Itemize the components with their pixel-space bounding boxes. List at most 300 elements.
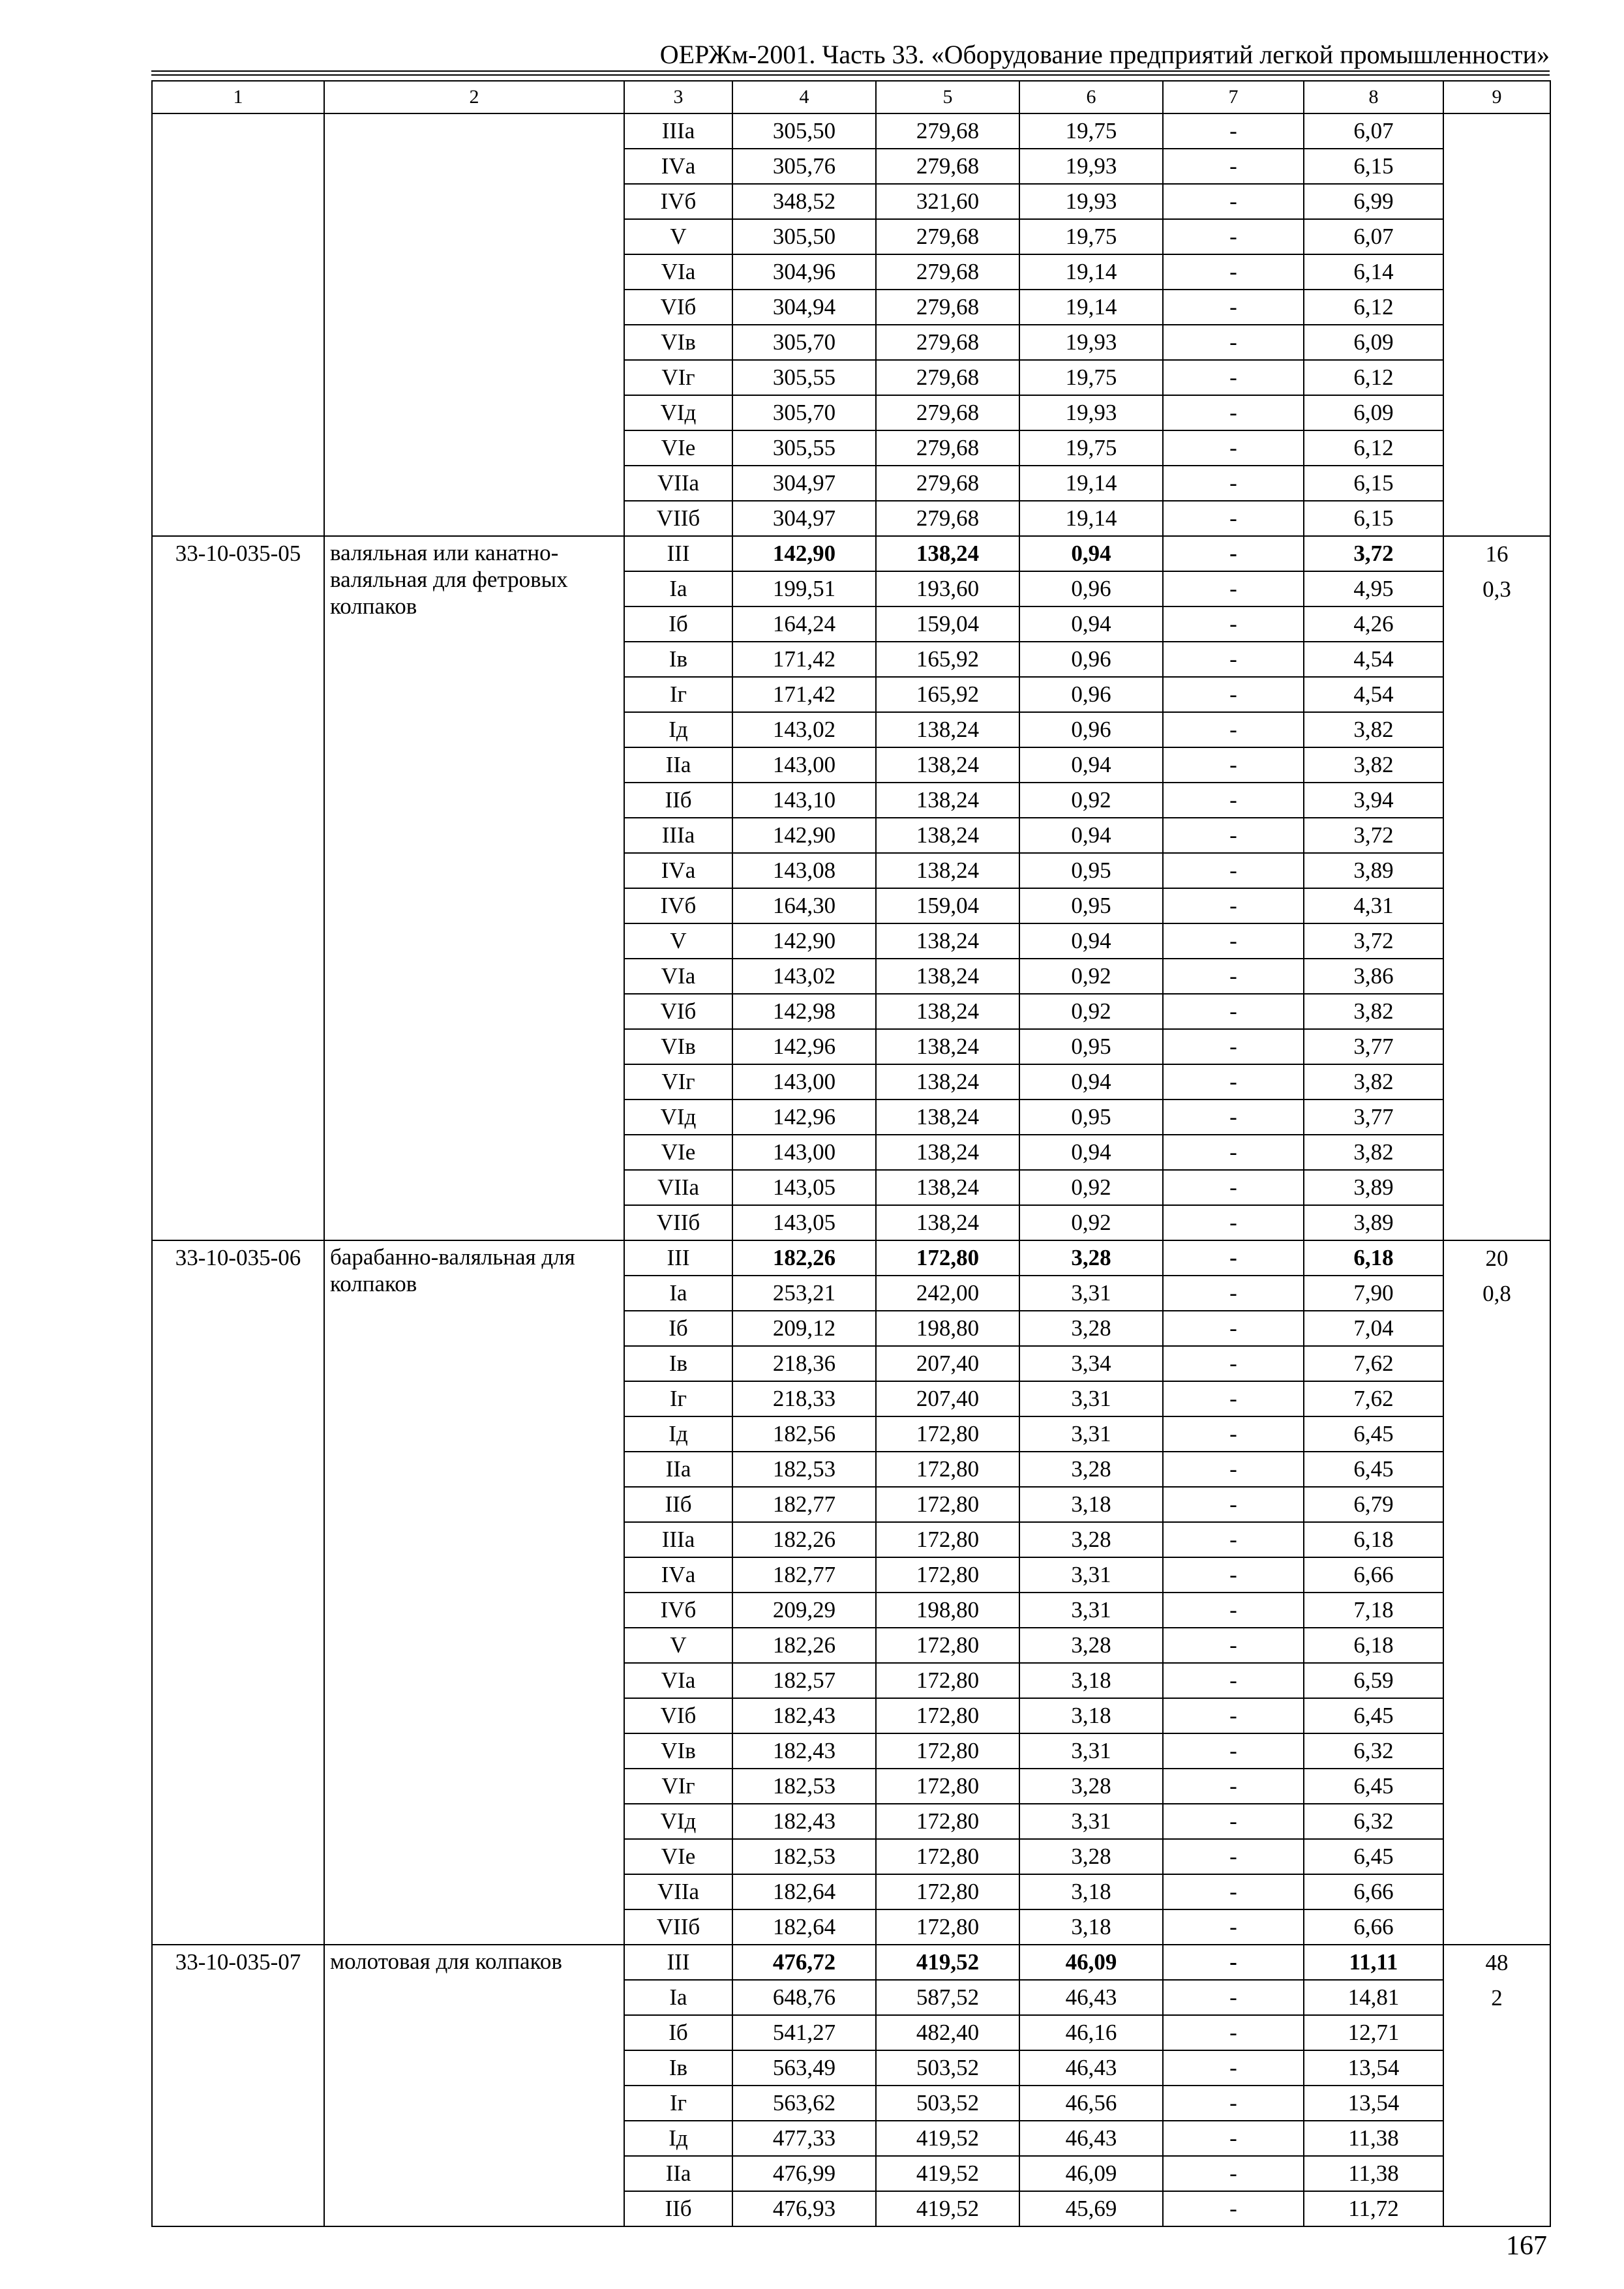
price-zone-cell: Iг <box>624 1381 732 1416</box>
value-cell: 279,68 <box>876 430 1019 466</box>
value-cell: - <box>1163 783 1304 818</box>
code-cell-continued <box>152 113 324 536</box>
value-cell: - <box>1163 1945 1304 1980</box>
price-zone-cell: VIIб <box>624 1909 732 1945</box>
value-cell: 3,28 <box>1019 1522 1163 1557</box>
value-cell: 6,18 <box>1304 1240 1443 1276</box>
value-cell: - <box>1163 1416 1304 1452</box>
value-cell: 4,95 <box>1304 571 1443 606</box>
value-cell: 6,18 <box>1304 1628 1443 1663</box>
price-zone-cell: IIIа <box>624 113 732 149</box>
price-zone-cell: Iа <box>624 1980 732 2015</box>
value-cell: 143,05 <box>732 1205 876 1240</box>
value-cell: 7,62 <box>1304 1346 1443 1381</box>
value-cell: 3,72 <box>1304 818 1443 853</box>
value-cell: 3,31 <box>1019 1276 1163 1311</box>
value-cell: 46,43 <box>1019 2121 1163 2156</box>
price-zone-cell: IIа <box>624 747 732 783</box>
value-cell: 6,18 <box>1304 1522 1443 1557</box>
value-cell: 419,52 <box>876 1945 1019 1980</box>
value-cell: 3,31 <box>1019 1416 1163 1452</box>
value-cell: 305,76 <box>732 149 876 184</box>
price-zone-cell: Iв <box>624 1346 732 1381</box>
value-cell: 11,11 <box>1304 1945 1443 1980</box>
value-cell: 182,53 <box>732 1839 876 1874</box>
value-cell: 13,54 <box>1304 2050 1443 2086</box>
value-cell: 279,68 <box>876 254 1019 290</box>
value-cell: - <box>1163 888 1304 923</box>
price-zone-cell: VIIб <box>624 1205 732 1240</box>
column-number: 3 <box>624 81 732 113</box>
value-cell: 138,24 <box>876 1064 1019 1100</box>
value-cell: - <box>1163 2191 1304 2226</box>
value-cell: 6,66 <box>1304 1909 1443 1945</box>
value-cell: 182,77 <box>732 1557 876 1593</box>
value-cell: - <box>1163 1804 1304 1839</box>
value-cell: 138,24 <box>876 1205 1019 1240</box>
value-cell: - <box>1163 2121 1304 2156</box>
price-zone-cell: IVб <box>624 184 732 219</box>
price-zone-cell: V <box>624 1628 732 1663</box>
price-zone-cell: III <box>624 536 732 571</box>
column-number: 6 <box>1019 81 1163 113</box>
value-cell: 321,60 <box>876 184 1019 219</box>
price-zone-cell: III <box>624 1240 732 1276</box>
value-cell: 138,24 <box>876 712 1019 747</box>
value-cell: 0,94 <box>1019 1064 1163 1100</box>
value-cell: 182,43 <box>732 1804 876 1839</box>
value-cell: 3,31 <box>1019 1381 1163 1416</box>
price-zone-cell: VIIб <box>624 501 732 536</box>
column-9-cell <box>1443 1240 1550 1945</box>
value-cell: 164,24 <box>732 606 876 642</box>
value-cell: 304,97 <box>732 466 876 501</box>
table-row <box>152 1945 1550 1980</box>
value-cell: 0,92 <box>1019 783 1163 818</box>
value-cell: - <box>1163 747 1304 783</box>
value-cell: 199,51 <box>732 571 876 606</box>
value-cell: 172,80 <box>876 1769 1019 1804</box>
price-zone-cell: VIг <box>624 360 732 395</box>
value-cell: 6,45 <box>1304 1698 1443 1733</box>
value-cell: 182,43 <box>732 1698 876 1733</box>
table-body <box>152 113 1550 2226</box>
price-zone-cell: VIд <box>624 1100 732 1135</box>
value-cell: 46,56 <box>1019 2086 1163 2121</box>
value-cell: - <box>1163 501 1304 536</box>
price-zone-cell: Iд <box>624 2121 732 2156</box>
value-cell: 419,52 <box>876 2156 1019 2191</box>
value-cell: 563,49 <box>732 2050 876 2086</box>
value-cell: - <box>1163 360 1304 395</box>
value-cell: 3,89 <box>1304 1170 1443 1205</box>
header-rule-double <box>151 74 1550 76</box>
value-cell: 476,72 <box>732 1945 876 1980</box>
value-cell: - <box>1163 1205 1304 1240</box>
value-cell: 143,05 <box>732 1170 876 1205</box>
value-cell: 6,15 <box>1304 466 1443 501</box>
value-cell: 419,52 <box>876 2121 1019 2156</box>
value-cell: 3,28 <box>1019 1628 1163 1663</box>
value-cell: 0,94 <box>1019 747 1163 783</box>
price-zone-cell: Iб <box>624 1311 732 1346</box>
value-cell: - <box>1163 571 1304 606</box>
price-zone-cell: VIа <box>624 1663 732 1698</box>
price-zone-cell: IVа <box>624 853 732 888</box>
value-cell: 19,75 <box>1019 219 1163 254</box>
column-number: 1 <box>152 81 324 113</box>
value-cell: - <box>1163 1733 1304 1769</box>
value-cell: - <box>1163 1029 1304 1064</box>
value-cell: - <box>1163 818 1304 853</box>
value-cell: - <box>1163 923 1304 959</box>
value-cell: 6,59 <box>1304 1663 1443 1698</box>
value-cell: - <box>1163 466 1304 501</box>
value-cell: 482,40 <box>876 2015 1019 2050</box>
value-cell: 4,54 <box>1304 642 1443 677</box>
value-cell: 11,72 <box>1304 2191 1443 2226</box>
value-cell: 14,81 <box>1304 1980 1443 2015</box>
value-cell: 142,98 <box>732 994 876 1029</box>
value-cell: - <box>1163 1135 1304 1170</box>
value-cell: 143,00 <box>732 1135 876 1170</box>
value-cell: 182,64 <box>732 1909 876 1945</box>
column-number: 4 <box>732 81 876 113</box>
value-cell: 172,80 <box>876 1698 1019 1733</box>
price-zone-cell: VIв <box>624 1733 732 1769</box>
value-cell: 3,31 <box>1019 1804 1163 1839</box>
value-cell: 207,40 <box>876 1346 1019 1381</box>
value-cell: 0,94 <box>1019 536 1163 571</box>
value-cell: 19,75 <box>1019 360 1163 395</box>
column-9-value: 0,3 <box>1482 576 1511 602</box>
value-cell: 3,82 <box>1304 1064 1443 1100</box>
value-cell: 182,53 <box>732 1769 876 1804</box>
price-zone-cell: Iб <box>624 606 732 642</box>
value-cell: - <box>1163 1240 1304 1276</box>
value-cell: 138,24 <box>876 536 1019 571</box>
value-cell: 0,96 <box>1019 677 1163 712</box>
value-cell: 6,45 <box>1304 1416 1443 1452</box>
value-cell: 19,93 <box>1019 325 1163 360</box>
value-cell: 142,96 <box>732 1100 876 1135</box>
value-cell: 19,75 <box>1019 113 1163 149</box>
value-cell: 0,96 <box>1019 571 1163 606</box>
table-row <box>152 536 1550 571</box>
value-cell: - <box>1163 1628 1304 1663</box>
value-cell: - <box>1163 1874 1304 1909</box>
value-cell: 218,36 <box>732 1346 876 1381</box>
price-zone-cell: Iг <box>624 677 732 712</box>
value-cell: 279,68 <box>876 149 1019 184</box>
value-cell: 3,31 <box>1019 1557 1163 1593</box>
value-cell: 142,96 <box>732 1029 876 1064</box>
value-cell: - <box>1163 1311 1304 1346</box>
price-zone-cell: VIIа <box>624 466 732 501</box>
value-cell: 305,70 <box>732 395 876 430</box>
value-cell: 0,95 <box>1019 853 1163 888</box>
value-cell: 3,31 <box>1019 1593 1163 1628</box>
value-cell: 12,71 <box>1304 2015 1443 2050</box>
value-cell: 3,86 <box>1304 959 1443 994</box>
value-cell: 138,24 <box>876 747 1019 783</box>
price-zone-cell: IIб <box>624 1487 732 1522</box>
value-cell: 165,92 <box>876 677 1019 712</box>
value-cell: - <box>1163 113 1304 149</box>
value-cell: 193,60 <box>876 571 1019 606</box>
value-cell: 0,95 <box>1019 1029 1163 1064</box>
value-cell: - <box>1163 677 1304 712</box>
value-cell: 182,26 <box>732 1628 876 1663</box>
equipment-name: барабанно-валяльная для колпаков <box>324 1240 624 1945</box>
page-header-title: ОЕРЖм-2001. Часть 33. «Оборудование предприятий легкой промышленности» <box>659 40 1550 69</box>
value-cell: 138,24 <box>876 1100 1019 1135</box>
table-row <box>152 113 1550 149</box>
value-cell: 142,90 <box>732 923 876 959</box>
value-cell: 143,10 <box>732 783 876 818</box>
value-cell: 279,68 <box>876 219 1019 254</box>
value-cell: 198,80 <box>876 1311 1019 1346</box>
value-cell: 3,34 <box>1019 1346 1163 1381</box>
value-cell: - <box>1163 1909 1304 1945</box>
value-cell: 143,08 <box>732 853 876 888</box>
value-cell: 19,14 <box>1019 466 1163 501</box>
price-zone-cell: Iв <box>624 2050 732 2086</box>
price-zone-cell: VIд <box>624 1804 732 1839</box>
value-cell: 182,43 <box>732 1733 876 1769</box>
value-cell: 209,29 <box>732 1593 876 1628</box>
value-cell: - <box>1163 959 1304 994</box>
value-cell: 46,09 <box>1019 1945 1163 1980</box>
value-cell: - <box>1163 1064 1304 1100</box>
value-cell: 138,24 <box>876 783 1019 818</box>
value-cell: - <box>1163 1100 1304 1135</box>
value-cell: 3,28 <box>1019 1311 1163 1346</box>
value-cell: 19,93 <box>1019 184 1163 219</box>
price-zone-cell: VIг <box>624 1769 732 1804</box>
value-cell: 305,70 <box>732 325 876 360</box>
table-row <box>152 1240 1550 1276</box>
value-cell: 182,77 <box>732 1487 876 1522</box>
value-cell: 3,18 <box>1019 1487 1163 1522</box>
value-cell: 172,80 <box>876 1663 1019 1698</box>
value-cell: 648,76 <box>732 1980 876 2015</box>
column-number: 2 <box>324 81 624 113</box>
value-cell: 182,64 <box>732 1874 876 1909</box>
price-zone-cell: VIв <box>624 1029 732 1064</box>
value-cell: 279,68 <box>876 325 1019 360</box>
price-zone-cell: VIIа <box>624 1874 732 1909</box>
value-cell: - <box>1163 325 1304 360</box>
column-9-value: 0,8 <box>1482 1281 1511 1306</box>
value-cell: 6,66 <box>1304 1874 1443 1909</box>
price-zone-cell: VIе <box>624 1135 732 1170</box>
value-cell: 46,43 <box>1019 1980 1163 2015</box>
value-cell: 541,27 <box>732 2015 876 2050</box>
value-cell: - <box>1163 642 1304 677</box>
value-cell: - <box>1163 430 1304 466</box>
value-cell: 3,28 <box>1019 1839 1163 1874</box>
price-zone-cell: V <box>624 219 732 254</box>
value-cell: 3,82 <box>1304 994 1443 1029</box>
value-cell: 172,80 <box>876 1628 1019 1663</box>
value-cell: 172,80 <box>876 1874 1019 1909</box>
value-cell: 6,45 <box>1304 1769 1443 1804</box>
value-cell: 0,96 <box>1019 642 1163 677</box>
value-cell: 11,38 <box>1304 2156 1443 2191</box>
value-cell: 304,94 <box>732 290 876 325</box>
value-cell: 6,07 <box>1304 113 1443 149</box>
value-cell: 19,93 <box>1019 395 1163 430</box>
value-cell: 182,57 <box>732 1663 876 1698</box>
value-cell: 3,89 <box>1304 1205 1443 1240</box>
value-cell: 19,14 <box>1019 501 1163 536</box>
value-cell: 305,50 <box>732 219 876 254</box>
value-cell: 0,92 <box>1019 959 1163 994</box>
rates-table <box>151 80 1551 2227</box>
value-cell: - <box>1163 1769 1304 1804</box>
value-cell: 3,18 <box>1019 1909 1163 1945</box>
value-cell: - <box>1163 184 1304 219</box>
value-cell: 0,95 <box>1019 888 1163 923</box>
value-cell: 143,02 <box>732 712 876 747</box>
value-cell: 6,45 <box>1304 1452 1443 1487</box>
value-cell: - <box>1163 1839 1304 1874</box>
value-cell: 253,21 <box>732 1276 876 1311</box>
value-cell: 3,94 <box>1304 783 1443 818</box>
price-zone-cell: VIг <box>624 1064 732 1100</box>
value-cell: 348,52 <box>732 184 876 219</box>
value-cell: 207,40 <box>876 1381 1019 1416</box>
value-cell: 3,28 <box>1019 1452 1163 1487</box>
column-9-value: 20 <box>1485 1246 1509 1271</box>
value-cell: 279,68 <box>876 395 1019 430</box>
header-rule <box>151 70 1550 72</box>
price-zone-cell: Iб <box>624 2015 732 2050</box>
value-cell: 7,62 <box>1304 1381 1443 1416</box>
price-zone-cell: IVа <box>624 149 732 184</box>
value-cell: 6,32 <box>1304 1733 1443 1769</box>
value-cell: 172,80 <box>876 1909 1019 1945</box>
position-code: 33-10-035-06 <box>152 1240 324 1945</box>
value-cell: 6,12 <box>1304 430 1443 466</box>
value-cell: 6,79 <box>1304 1487 1443 1522</box>
value-cell: 143,02 <box>732 959 876 994</box>
price-zone-cell: Iд <box>624 1416 732 1452</box>
value-cell: - <box>1163 1381 1304 1416</box>
value-cell: 0,95 <box>1019 1100 1163 1135</box>
price-zone-cell: Iа <box>624 571 732 606</box>
value-cell: 46,09 <box>1019 2156 1163 2191</box>
value-cell: 143,00 <box>732 1064 876 1100</box>
value-cell: - <box>1163 290 1304 325</box>
value-cell: 7,04 <box>1304 1311 1443 1346</box>
price-zone-cell: IVб <box>624 888 732 923</box>
price-zone-cell: VIIа <box>624 1170 732 1205</box>
value-cell: 182,26 <box>732 1240 876 1276</box>
value-cell: - <box>1163 853 1304 888</box>
value-cell: 0,92 <box>1019 1170 1163 1205</box>
value-cell: 172,80 <box>876 1487 1019 1522</box>
value-cell: - <box>1163 1346 1304 1381</box>
value-cell: 172,80 <box>876 1804 1019 1839</box>
value-cell: 6,66 <box>1304 1557 1443 1593</box>
value-cell: 172,80 <box>876 1240 1019 1276</box>
value-cell: 0,94 <box>1019 1135 1163 1170</box>
value-cell: 503,52 <box>876 2050 1019 2086</box>
price-zone-cell: VIа <box>624 959 732 994</box>
value-cell: 0,94 <box>1019 923 1163 959</box>
value-cell: 138,24 <box>876 818 1019 853</box>
value-cell: 6,14 <box>1304 254 1443 290</box>
value-cell: 503,52 <box>876 2086 1019 2121</box>
value-cell: 3,77 <box>1304 1029 1443 1064</box>
value-cell: 6,99 <box>1304 184 1443 219</box>
price-zone-cell: Iг <box>624 2086 732 2121</box>
value-cell: 138,24 <box>876 994 1019 1029</box>
value-cell: 19,14 <box>1019 254 1163 290</box>
value-cell: 3,18 <box>1019 1698 1163 1733</box>
value-cell: 4,26 <box>1304 606 1443 642</box>
value-cell: - <box>1163 1557 1304 1593</box>
price-zone-cell: IIа <box>624 1452 732 1487</box>
value-cell: 172,80 <box>876 1557 1019 1593</box>
value-cell: 305,55 <box>732 430 876 466</box>
value-cell: 279,68 <box>876 501 1019 536</box>
price-zone-cell: V <box>624 923 732 959</box>
value-cell: 138,24 <box>876 1170 1019 1205</box>
value-cell: 7,18 <box>1304 1593 1443 1628</box>
value-cell: - <box>1163 994 1304 1029</box>
column-number: 9 <box>1443 81 1550 113</box>
price-zone-cell: IVб <box>624 1593 732 1628</box>
position-code: 33-10-035-07 <box>152 1945 324 2226</box>
value-cell: 279,68 <box>876 290 1019 325</box>
value-cell: 6,15 <box>1304 501 1443 536</box>
equipment-name: валяльная или канатно-валяльная для фетровых колпаков <box>324 536 624 1240</box>
value-cell: 0,94 <box>1019 818 1163 853</box>
value-cell: 198,80 <box>876 1593 1019 1628</box>
value-cell: 279,68 <box>876 113 1019 149</box>
price-zone-cell: VIб <box>624 1698 732 1733</box>
value-cell: 3,82 <box>1304 712 1443 747</box>
price-zone-cell: IIIа <box>624 818 732 853</box>
value-cell: - <box>1163 2086 1304 2121</box>
price-zone-cell: VIб <box>624 290 732 325</box>
price-zone-cell: III <box>624 1945 732 1980</box>
value-cell: - <box>1163 395 1304 430</box>
column-number: 8 <box>1304 81 1443 113</box>
value-cell: 3,28 <box>1019 1769 1163 1804</box>
value-cell: 0,92 <box>1019 1205 1163 1240</box>
price-zone-cell: VIд <box>624 395 732 430</box>
price-zone-cell: IIIа <box>624 1522 732 1557</box>
price-zone-cell: VIе <box>624 430 732 466</box>
value-cell: 138,24 <box>876 1135 1019 1170</box>
price-zone-cell: Iа <box>624 1276 732 1311</box>
price-zone-cell: Iв <box>624 642 732 677</box>
value-cell: 45,69 <box>1019 2191 1163 2226</box>
value-cell: 165,92 <box>876 642 1019 677</box>
value-cell: 138,24 <box>876 959 1019 994</box>
value-cell: 182,26 <box>732 1522 876 1557</box>
value-cell: 3,82 <box>1304 747 1443 783</box>
value-cell: - <box>1163 1170 1304 1205</box>
equipment-name: молотовая для колпаков <box>324 1945 624 2226</box>
value-cell: 142,90 <box>732 536 876 571</box>
value-cell: 159,04 <box>876 606 1019 642</box>
price-zone-cell: VIа <box>624 254 732 290</box>
